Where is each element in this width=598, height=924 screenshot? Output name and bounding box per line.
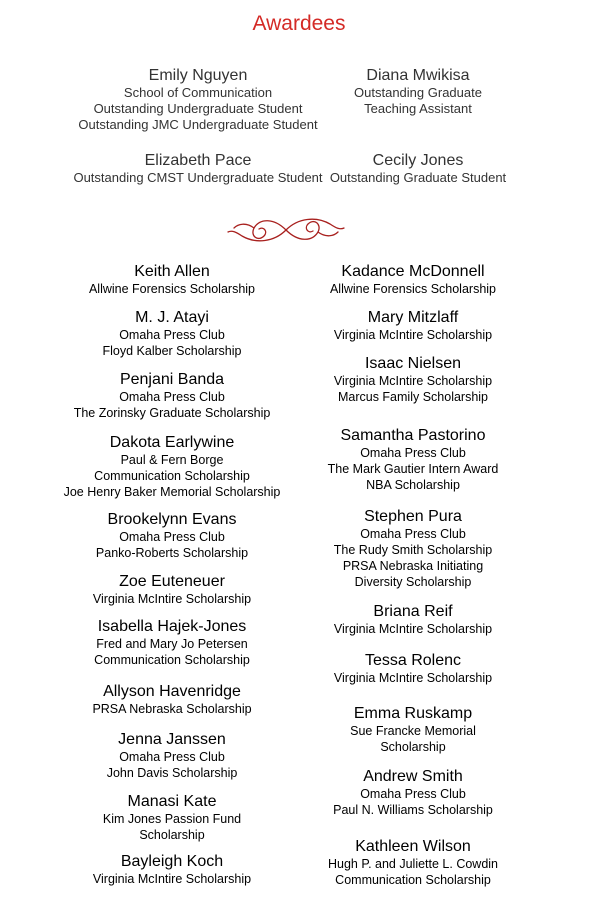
award-line: PRSA Nebraska Scholarship <box>92 702 252 716</box>
award-line: Scholarship <box>380 740 446 754</box>
awardee-entry <box>300 705 526 755</box>
award-line: Omaha Press Club <box>360 527 466 541</box>
award-line: Teaching Assistant <box>364 101 472 116</box>
awardee-name: Bayleigh Koch <box>120 853 224 870</box>
award-line: Virginia McIntire Scholarship <box>333 622 493 636</box>
award-line: Virginia McIntire Scholarship <box>92 872 252 886</box>
award-line: Outstanding Graduate <box>354 85 482 100</box>
award-line: Communication Scholarship <box>94 469 250 483</box>
awardee-entry <box>30 263 314 297</box>
awardee-name: Kadance McDonnell <box>341 263 485 280</box>
awardee-entry <box>300 652 526 686</box>
awardee-name: Penjani Banda <box>119 371 225 388</box>
award-line: Virginia McIntire Scholarship <box>92 592 252 606</box>
awardee-name: Allyson Havenridge <box>103 683 241 700</box>
featured-awardee <box>40 152 356 186</box>
award-line: Omaha Press Club <box>360 446 466 460</box>
award-line: Hugh P. and Juliette L. Cowdin <box>327 857 499 871</box>
awardee-name: Kathleen Wilson <box>355 838 471 855</box>
award-line: Omaha Press Club <box>119 750 225 764</box>
awardee-name: Brookelynn Evans <box>107 511 237 528</box>
page-title: Awardees <box>252 12 346 35</box>
awardee-name: Stephen Pura <box>364 508 462 525</box>
awardee-name: Jenna Janssen <box>118 731 226 748</box>
award-line: Omaha Press Club <box>119 530 225 544</box>
award-line: Virginia McIntire Scholarship <box>333 671 493 685</box>
awardee-entry <box>300 309 526 343</box>
award-line: Virginia McIntire Scholarship <box>333 328 493 342</box>
awardee-entry <box>30 853 314 887</box>
featured-awardee <box>312 152 524 186</box>
award-line: Outstanding JMC Undergraduate Student <box>78 117 318 132</box>
scroll-flourish-icon <box>226 210 346 250</box>
award-line: The Zorinsky Graduate Scholarship <box>73 406 271 420</box>
award-line: Sue Francke Memorial <box>350 724 476 738</box>
awardee-name: Elizabeth Pace <box>144 152 252 169</box>
awardee-name: Andrew Smith <box>363 768 463 785</box>
awardee-name: Dakota Earlywine <box>109 434 235 451</box>
awardee-name: Keith Allen <box>134 263 210 280</box>
award-line: Omaha Press Club <box>119 390 225 404</box>
awardee-entry <box>30 683 314 717</box>
award-line: Outstanding Undergraduate Student <box>93 101 303 116</box>
award-line: Marcus Family Scholarship <box>337 390 489 404</box>
award-line: Virginia McIntire Scholarship <box>333 374 493 388</box>
awardee-entry <box>300 355 526 405</box>
awardee-entry <box>300 427 526 493</box>
award-line: Communication Scholarship <box>335 873 491 887</box>
award-line: Omaha Press Club <box>360 787 466 801</box>
award-line: Floyd Kalber Scholarship <box>102 344 242 358</box>
awardee-name: Diana Mwikisa <box>366 67 470 84</box>
awardee-name: Briana Reif <box>373 603 453 620</box>
awardee-entry <box>300 508 526 590</box>
award-line: NBA Scholarship <box>366 478 460 492</box>
awardee-entry <box>30 573 314 607</box>
award-line: Outstanding CMST Undergraduate Student <box>73 170 323 185</box>
awardee-name: Mary Mitzlaff <box>367 309 459 326</box>
awardee-name: Emma Ruskamp <box>353 705 473 722</box>
awardee-entry <box>30 618 314 668</box>
award-line: Allwine Forensics Scholarship <box>88 282 256 296</box>
awardee-name: Cecily Jones <box>372 152 464 169</box>
award-line: Panko-Roberts Scholarship <box>95 546 249 560</box>
awardee-name: Isabella Hajek-Jones <box>97 618 247 635</box>
award-line: Paul & Fern Borge <box>120 453 224 467</box>
awardee-entry <box>30 793 314 843</box>
awardee-name: Zoe Euteneuer <box>119 573 225 590</box>
award-line: Communication Scholarship <box>94 653 250 667</box>
awardee-entry <box>30 511 314 561</box>
awardee-name: Samantha Pastorino <box>340 427 486 444</box>
award-line: The Rudy Smith Scholarship <box>333 543 493 557</box>
award-line: Outstanding Graduate Student <box>329 170 507 185</box>
awardee-entry <box>30 731 314 781</box>
award-line: Kim Jones Passion Fund <box>102 812 242 826</box>
award-line: School of Communication <box>123 85 273 100</box>
awardee-name: M. J. Atayi <box>135 309 209 326</box>
awardee-entry <box>300 603 526 637</box>
award-line: Allwine Forensics Scholarship <box>329 282 497 296</box>
featured-awardee <box>40 67 356 133</box>
award-line: Joe Henry Baker Memorial Scholarship <box>63 485 281 499</box>
award-line: Fred and Mary Jo Petersen <box>96 637 248 651</box>
awardee-entry <box>300 263 526 297</box>
awardee-entry <box>30 434 314 500</box>
award-line: Paul N. Williams Scholarship <box>333 803 493 817</box>
awardee-entry <box>300 838 526 888</box>
awardee-name: Emily Nguyen <box>148 67 248 84</box>
awardee-entry <box>300 768 526 818</box>
awardee-entry <box>30 371 314 421</box>
award-line: John Davis Scholarship <box>106 766 238 780</box>
award-line: PRSA Nebraska Initiating <box>342 559 484 573</box>
award-line: The Mark Gautier Intern Award <box>327 462 499 476</box>
award-line: Omaha Press Club <box>119 328 225 342</box>
award-line: Scholarship <box>139 828 205 842</box>
awardee-name: Tessa Rolenc <box>364 652 462 669</box>
featured-awardee <box>312 67 524 117</box>
awardee-name: Isaac Nielsen <box>364 355 462 372</box>
awardee-entry <box>30 309 314 359</box>
awardee-name: Manasi Kate <box>127 793 217 810</box>
award-line: Diversity Scholarship <box>354 575 472 589</box>
